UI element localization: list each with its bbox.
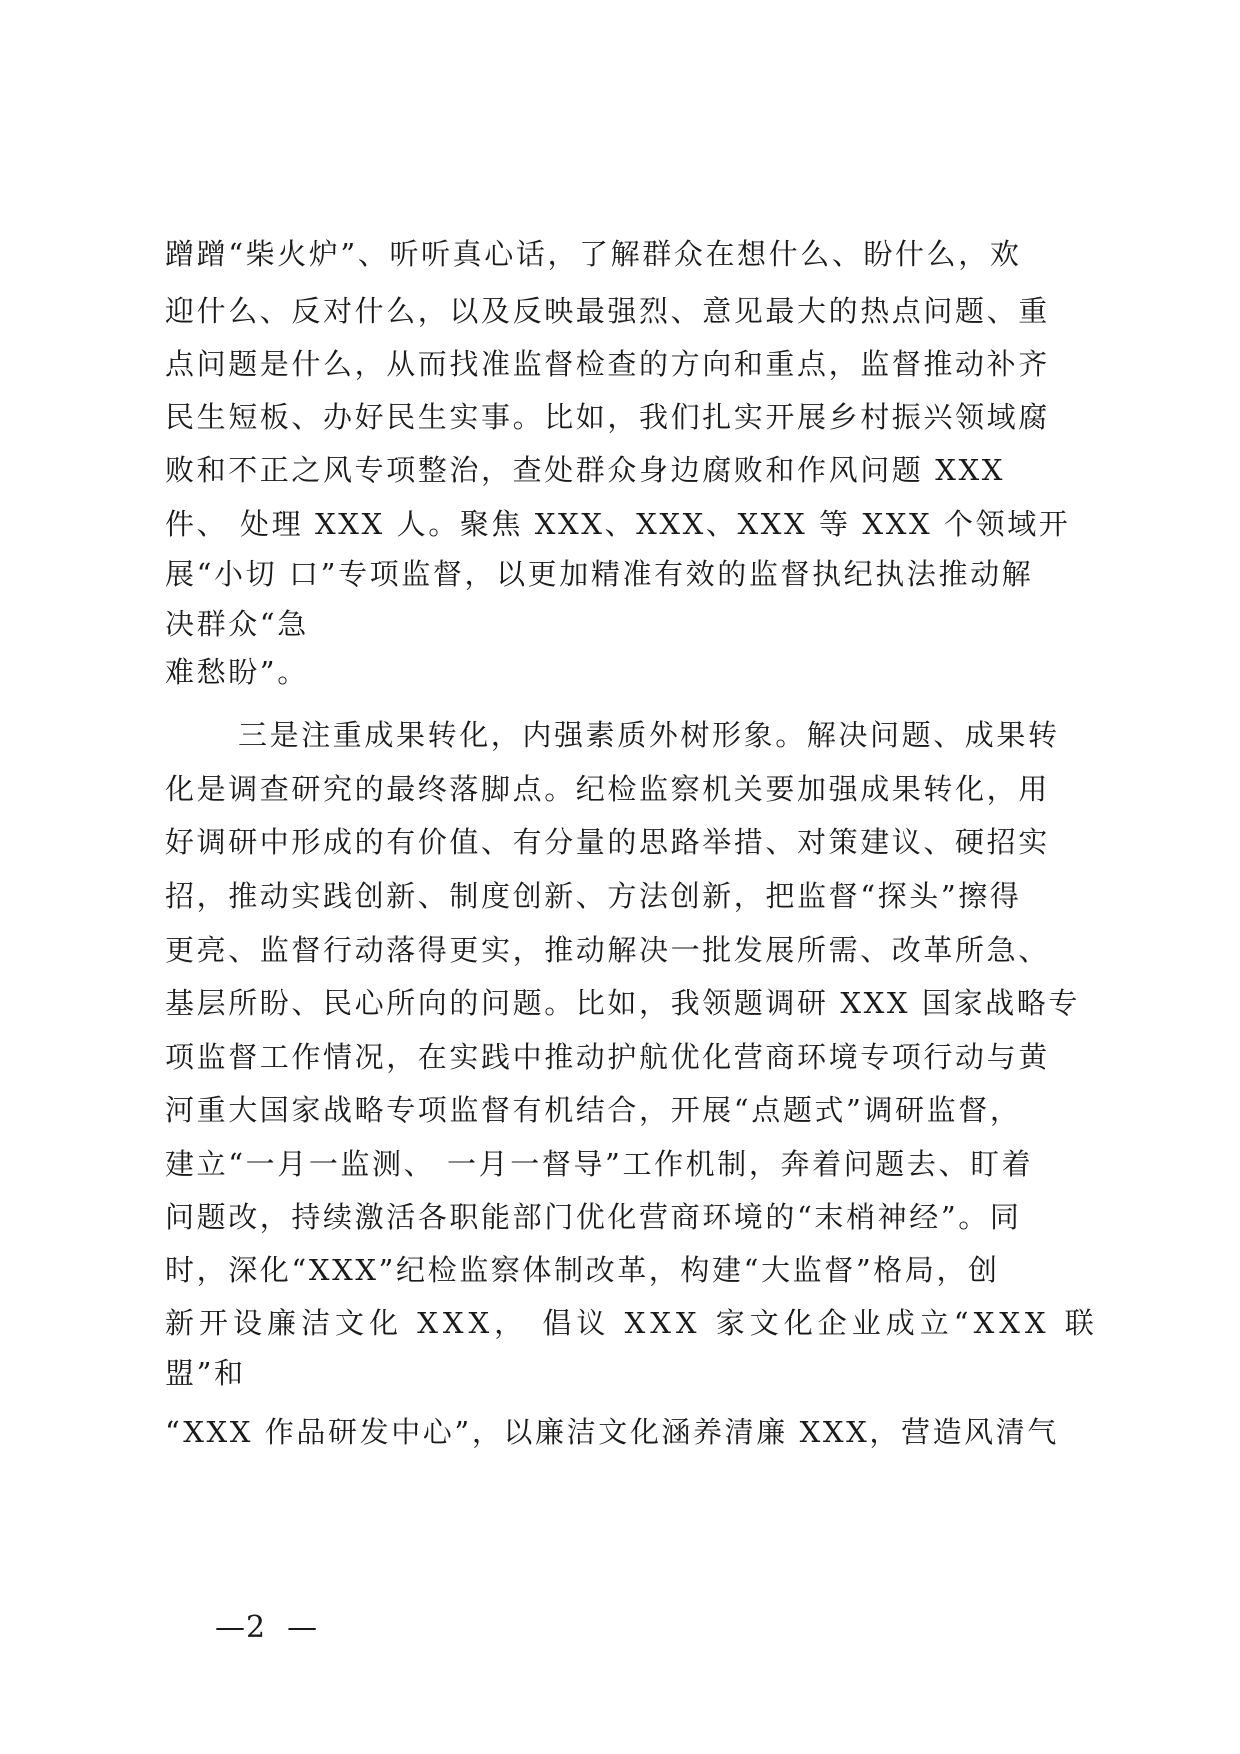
body-line: 新开设廉洁文化 XXX， 倡议 XXX 家文化企业成立“XXX 联	[165, 1306, 1099, 1340]
body-line: 蹭蹭“柴火炉”、听听真心话，了解群众在想什么、盼什么，欢	[165, 237, 1022, 271]
paragraph-start: 三是注重成果转化，内强素质外树形象。解决问题、成果转	[238, 718, 1060, 752]
body-line: 更亮、监督行动落得更实，推动解决一批发展所需、改革所急、	[165, 933, 1050, 967]
body-line: 点问题是什么，从而找准监督检查的方向和重点，监督推动补齐	[165, 347, 1050, 381]
body-line: 决群众“急	[165, 607, 309, 641]
body-line: 难愁盼”。	[165, 655, 309, 689]
body-line: 民生短板、办好民生实事。比如，我们扎实开展乡村振兴领域腐	[165, 400, 1050, 434]
body-line: 问题改，持续激活各职能部门优化营商环境的“末梢神经”。同	[165, 1200, 1022, 1234]
body-line: 迎什么、反对什么，以及反映最强烈、意见最大的热点问题、重	[165, 294, 1050, 328]
body-line: 基层所盼、民心所向的问题。比如，我领题调研 XXX 国家战略专	[165, 986, 1080, 1020]
body-line: 建立“一月一监测、 一月一督导”工作机制，奔着问题去、盯着	[165, 1147, 1034, 1181]
body-line: 盟”和	[165, 1356, 246, 1390]
body-line: 河重大国家战略专项监督有机结合，开展“点题式”调研监督，	[165, 1093, 1022, 1127]
body-line: 好调研中形成的有价值、有分量的思路举措、对策建议、硬招实	[165, 825, 1050, 859]
body-line: 败和不正之风专项整治，查处群众身边腐败和作风问题 XXX	[165, 453, 1005, 487]
body-line: 件、 处理 XXX 人。聚焦 XXX、XXX、XXX 等 XXX 个领域开	[165, 507, 1071, 541]
body-line: 化是调查研究的最终落脚点。纪检监察机关要加强成果转化，用	[165, 772, 1050, 806]
body-line: “XXX 作品研发中心”，以廉洁文化涵养清廉 XXX，营造风清气	[165, 1415, 1059, 1449]
body-line: 招，推动实践创新、制度创新、方法创新，把监督“探头”擦得	[165, 879, 1022, 913]
body-line: 展“小切 口”专项监督，以更加精准有效的监督执纪执法推动解	[165, 557, 1034, 591]
body-line: 时，深化“XXX”纪检监察体制改革，构建“大监督”格局，创	[165, 1253, 1000, 1287]
page-number: —2 —	[215, 1610, 319, 1645]
body-line: 项监督工作情况，在实践中推动护航优化营商环境专项行动与黄	[165, 1040, 1050, 1074]
